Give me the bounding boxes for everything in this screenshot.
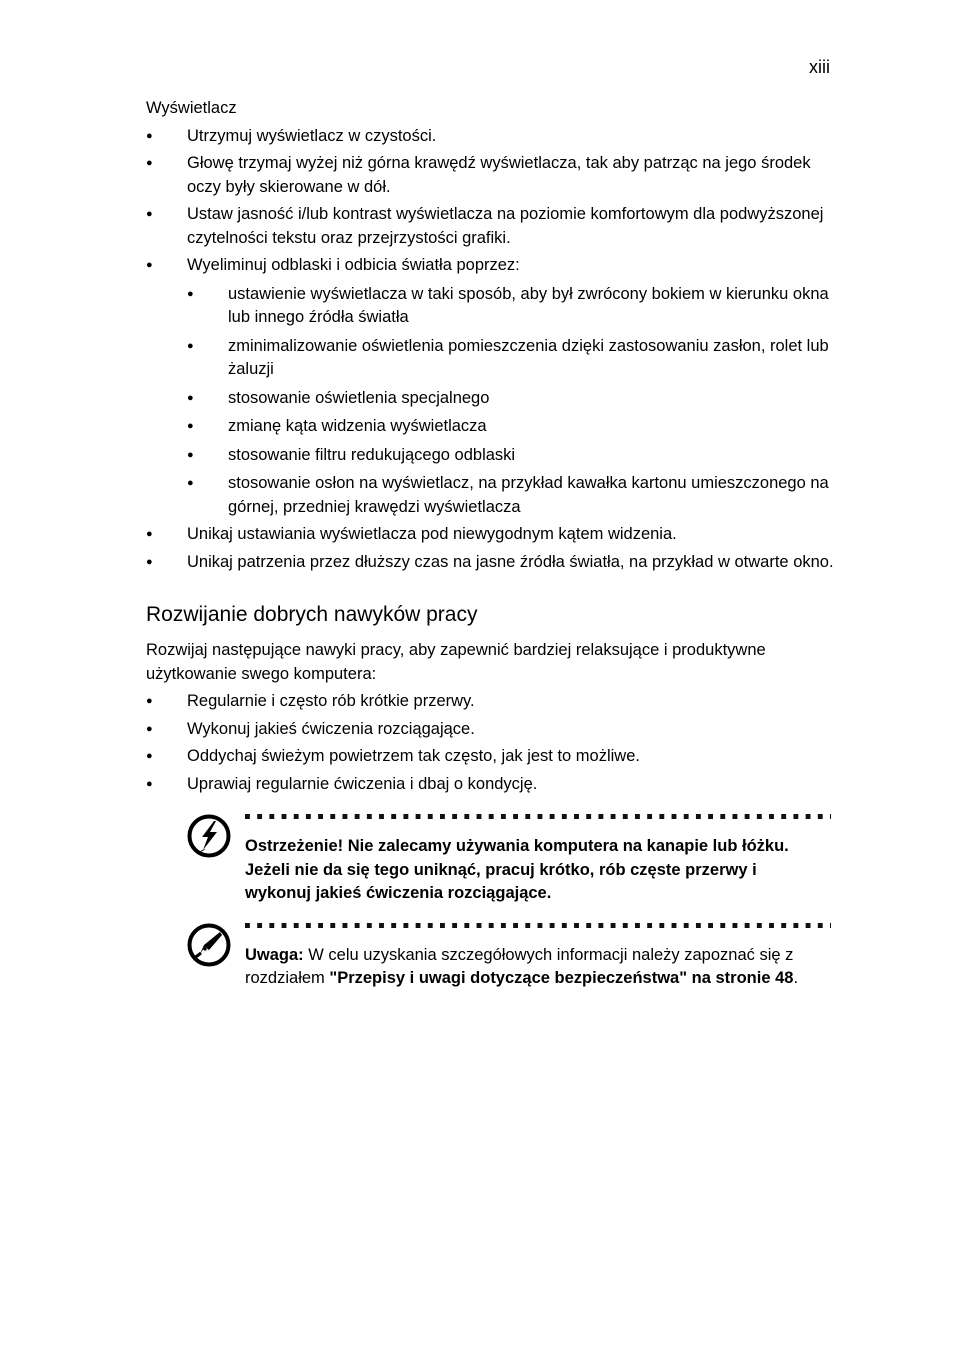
sub-list-item: ● stosowanie filtru redukującego odblaski xyxy=(146,444,836,468)
list-item: ● Unikaj ustawiania wyświetlacza pod niewygodnym kątem widzenia. xyxy=(146,523,836,547)
sub-list-item: ● zmianę kąta widzenia wyświetlacza xyxy=(146,415,836,439)
warning-lightning-icon xyxy=(187,814,231,858)
note-pen-icon xyxy=(187,923,231,967)
sub-list-item: ● stosowanie osłon na wyświetlacz, na przykład kawałka kartonu umieszczonego na górnej, przedniej krawędzi wyświetlacza xyxy=(146,472,836,519)
dotted-divider xyxy=(245,923,831,928)
display-list xyxy=(146,125,836,575)
note-box xyxy=(146,923,836,991)
list-item: ● Utrzymuj wyświetlacz w czystości. xyxy=(146,125,836,149)
list-item: ● Uprawiaj regularnie ćwiczenia i dbaj o kondycję. xyxy=(146,773,836,797)
note-reference: "Przepisy i uwagi dotyczące bezpieczeństwa" na stronie 48 xyxy=(329,969,794,987)
habits-list xyxy=(146,690,836,796)
list-item: ● Oddychaj świeżym powietrzem tak często, jak jest to możliwe. xyxy=(146,745,836,769)
section-intro: Rozwijaj następujące nawyki pracy, aby zapewnić bardziej relaksujące i produktywne użytkowanie swego komputera: xyxy=(146,641,766,683)
note-body: W celu uzyskania szczegółowych informacji należy zapoznać się z rozdziałem xyxy=(245,945,794,987)
page-content xyxy=(146,97,836,991)
sub-list-item: ● ustawienie wyświetlacza w taki sposób, aby był zwrócony bokiem w kierunku okna lub innego źródła światła xyxy=(146,283,836,330)
list-item: ● Regularnie i często rób krótkie przerwy. xyxy=(146,690,836,714)
glare-sublist xyxy=(146,283,836,520)
list-item xyxy=(146,254,836,519)
display-heading: Wyświetlacz xyxy=(146,99,237,117)
page-number: xiii xyxy=(809,57,830,77)
dotted-divider xyxy=(245,814,831,819)
section-title: Rozwijanie dobrych nawyków pracy xyxy=(146,603,478,626)
list-item: ● Głowę trzymaj wyżej niż górna krawędź wyświetlacza, tak aby patrząc na jego środek oczy były skierowane w dół. xyxy=(146,152,836,199)
list-item: ● Wykonuj jakieś ćwiczenia rozciągające. xyxy=(146,718,836,742)
note-text xyxy=(245,944,825,991)
list-item: ● Ustaw jasność i/lub kontrast wyświetlacza na poziomie komfortowym dla podwyższonej czytelności tekstu oraz przejrzystości grafiki. xyxy=(146,203,836,250)
note-label: Uwaga: xyxy=(245,945,304,964)
warning-box xyxy=(146,814,836,906)
warning-text: Ostrzeżenie! Nie zalecamy używania komputera na kanapie lub łóżku. Jeżeli nie da się tego uniknąć, pracuj krótko, rób częste przerwy i wykonuj jakieś ćwiczenia rozciągające. xyxy=(245,837,789,902)
sub-list-item: ● zminimalizowanie oświetlenia pomieszczenia dzięki zastosowaniu zasłon, rolet lub żaluzji xyxy=(146,335,836,382)
list-item: ● Unikaj patrzenia przez dłuższy czas na jasne źródła światła, na przykład w otwarte okno. xyxy=(146,551,836,575)
note-end: . xyxy=(793,969,799,987)
sub-list-item: ● stosowanie oświetlenia specjalnego xyxy=(146,387,836,411)
list-item-text: Wyeliminuj odblaski i odbicia światła poprzez: xyxy=(187,256,520,274)
